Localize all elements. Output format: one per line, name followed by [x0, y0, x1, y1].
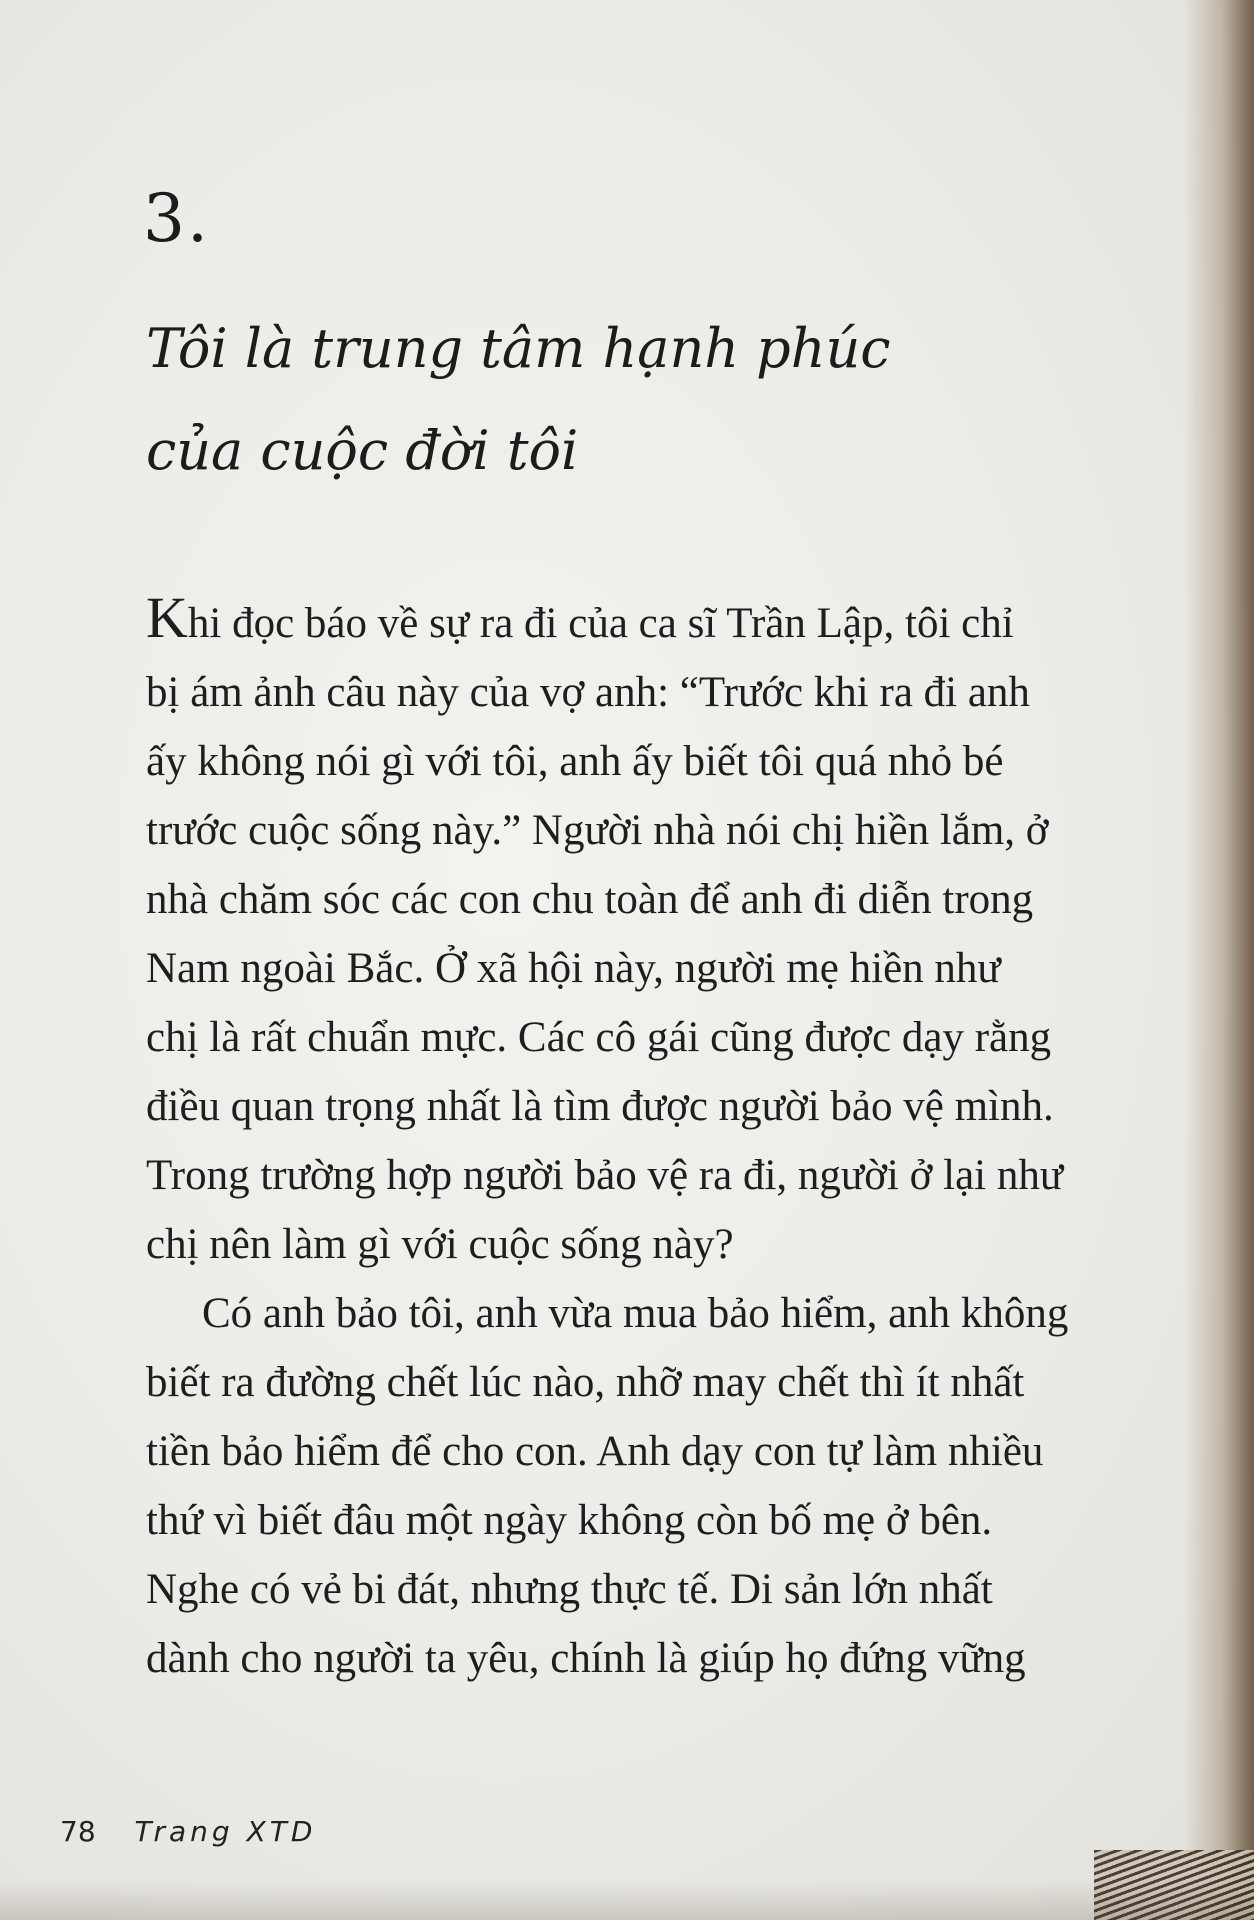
chapter-title-line: Tôi là trung tâm hạnh phúc [146, 317, 891, 380]
page-number: 78 [60, 1815, 96, 1848]
text-line-content: hi đọc báo về sự ra đi của ca sĩ Trần Lập, tôi chỉ [187, 600, 1014, 647]
text-line: ấy không nói gì với tôi, anh ấy biết tôi quá nhỏ bé [146, 738, 1004, 785]
drop-cap: K [146, 585, 188, 650]
text-line: dành cho người ta yêu, chính là giúp họ đứng vững [146, 1635, 1026, 1682]
text-line: bị ám ảnh câu này của vợ anh: “Trước khi ra đi anh [146, 669, 1030, 716]
running-footer-author: Trang XTD [134, 1815, 317, 1848]
text-line: điều quan trọng nhất là tìm được người bảo vệ mình. [146, 1083, 1054, 1130]
chapter-title-line: của cuộc đời tôi [146, 419, 579, 482]
text-line: Có anh bảo tôi, anh vừa mua bảo hiểm, anh không [202, 1290, 1069, 1337]
paragraph-2 [146, 1279, 1161, 1693]
text-line: thứ vì biết đâu một ngày không còn bố mẹ ở bên. [146, 1497, 993, 1544]
text-line: biết ra đường chết lúc nào, nhỡ may chết thì ít nhất [146, 1359, 1025, 1406]
page-edge-shadow [1184, 0, 1254, 1920]
chapter-title [146, 298, 1046, 502]
text-line: trước cuộc sống này.” Người nhà nói chị hiền lắm, ở [146, 807, 1049, 854]
text-line: Trong trường hợp người bảo vệ ra đi, người ở lại như [146, 1152, 1064, 1199]
text-line: Nam ngoài Bắc. Ở xã hội này, người mẹ hiền như [146, 945, 1001, 992]
text-line: tiền bảo hiểm để cho con. Anh dạy con tự làm nhiều [146, 1428, 1044, 1475]
chapter-number: 3. [143, 180, 210, 257]
text-line [146, 583, 1161, 658]
text-line: Nghe có vẻ bi đát, nhưng thực tế. Di sản lớn nhất [146, 1566, 993, 1613]
text-line: chị là rất chuẩn mực. Các cô gái cũng được dạy rằng [146, 1014, 1052, 1061]
body-text [146, 583, 1161, 1693]
text-line: nhà chăm sóc các con chu toàn để anh đi diễn trong [146, 876, 1034, 923]
paragraph-1 [146, 583, 1161, 1279]
page-bottom-shadow [0, 1880, 1254, 1920]
text-line: chị nên làm gì với cuộc sống này? [146, 1221, 734, 1268]
page-footer [60, 1815, 316, 1848]
